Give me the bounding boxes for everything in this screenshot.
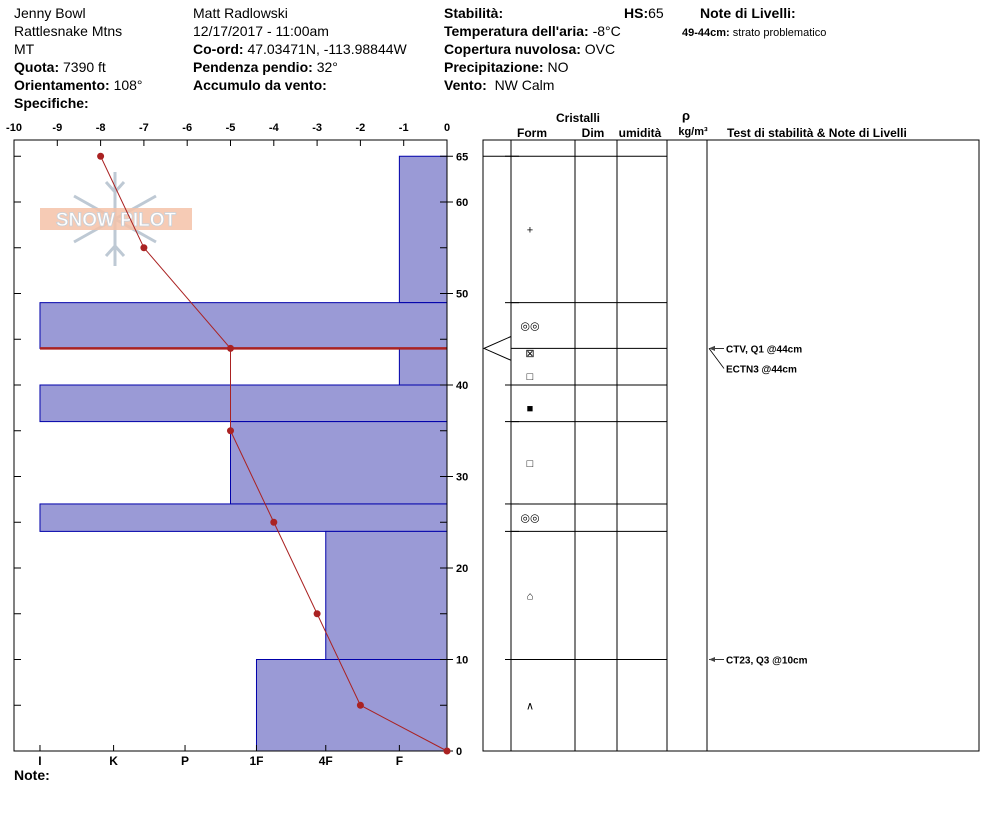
crystal-symbol: ■ bbox=[526, 402, 534, 415]
crystal-symbol: □ bbox=[526, 457, 534, 470]
crystal-symbol: + bbox=[526, 224, 534, 237]
temp-tick-label: -5 bbox=[225, 122, 236, 134]
temp-tick-label: -10 bbox=[6, 122, 22, 134]
precip-value: NO bbox=[547, 59, 569, 75]
airtemp-label: Temperatura dell'aria: bbox=[444, 23, 589, 39]
hardness-tick-label: K bbox=[109, 754, 118, 768]
height-tick-label: 20 bbox=[456, 563, 469, 575]
temperature-point bbox=[227, 427, 234, 434]
col-header-density-unit: kg/m³ bbox=[678, 126, 708, 138]
test-label: CT23, Q3 @10cm bbox=[726, 655, 808, 667]
crystal-symbol: ⊠ bbox=[525, 347, 535, 360]
range-name: Rattlesnake Mtns bbox=[14, 23, 123, 39]
temp-tick-label: -2 bbox=[355, 122, 366, 134]
temp-tick-label: -4 bbox=[268, 122, 279, 134]
layer-note-text: strato problematico bbox=[732, 27, 827, 39]
height-tick-label: 65 bbox=[456, 151, 469, 164]
orientation-label: Orientamento: bbox=[14, 77, 110, 93]
temperature-point bbox=[314, 610, 321, 617]
temperature-point bbox=[357, 702, 364, 709]
layer-note-range: 49-44cm: bbox=[682, 27, 730, 39]
hardness-bar bbox=[399, 348, 447, 385]
coord-value: 47.03471N, -113.98844W bbox=[247, 41, 407, 57]
wind-loading-label: Accumulo da vento: bbox=[193, 77, 327, 93]
snowpilot-logo bbox=[40, 172, 192, 266]
hs-label: HS: bbox=[624, 5, 649, 21]
wind-value: NW Calm bbox=[494, 77, 555, 93]
test-label: CTV, Q1 @44cm bbox=[726, 344, 803, 356]
hardness-bar bbox=[399, 156, 447, 302]
slope-value: 32° bbox=[316, 59, 338, 75]
height-tick-label: 60 bbox=[456, 197, 469, 209]
col-header-dim: Dim bbox=[581, 126, 605, 140]
temp-tick-label: -7 bbox=[139, 122, 149, 134]
orientation-value: 108° bbox=[113, 77, 143, 93]
crystal-symbol: □ bbox=[526, 370, 534, 383]
test-label: ECTN3 @44cm bbox=[726, 364, 797, 376]
hardness-bar bbox=[40, 385, 447, 422]
temp-tick-label: -9 bbox=[52, 122, 63, 134]
stability-label: Stabilità: bbox=[444, 5, 504, 21]
note-label: Note: bbox=[14, 767, 50, 783]
hardness-tick-label: F bbox=[395, 754, 404, 768]
hardness-bar bbox=[231, 422, 448, 504]
cloud-label: Copertura nuvolosa: bbox=[444, 41, 581, 57]
temperature-point bbox=[227, 345, 234, 352]
test-leader-line bbox=[709, 348, 724, 368]
temperature-point bbox=[270, 519, 277, 526]
col-header-tests: Test di stabilità & Note di Livelli bbox=[727, 126, 907, 140]
logo-text: SNOW PILOT bbox=[55, 210, 177, 231]
hardness-tick-label: P bbox=[181, 754, 190, 768]
weak-layer-connector bbox=[484, 337, 511, 361]
hardness-bar bbox=[326, 531, 447, 659]
temperature-point bbox=[97, 153, 104, 160]
specifiche-label: Specifiche: bbox=[14, 95, 89, 111]
hardness-layers bbox=[40, 156, 447, 751]
crystal-symbol: ◎◎ bbox=[520, 512, 540, 525]
date-time: 12/17/2017 - 11:00am bbox=[193, 23, 329, 39]
precip-label: Precipitazione: bbox=[444, 59, 544, 75]
crystal-symbol: ◎◎ bbox=[520, 320, 540, 333]
crystal-symbol: ∧ bbox=[525, 700, 535, 713]
quota-label: Quota: bbox=[14, 59, 60, 75]
height-tick-label: 10 bbox=[456, 654, 469, 667]
col-header-form: Form bbox=[517, 126, 547, 140]
col-header-rho: ρ bbox=[681, 108, 691, 123]
cloud-value: OVC bbox=[584, 41, 616, 57]
temp-tick-label: 0 bbox=[443, 122, 451, 134]
crystal-symbols bbox=[520, 224, 539, 712]
hardness-tick-label: I bbox=[38, 754, 42, 768]
hs-value: 65 bbox=[648, 5, 664, 21]
stability-tests bbox=[709, 344, 808, 666]
slope-label: Pendenza pendio: bbox=[193, 59, 313, 75]
location-name: Jenny Bowl bbox=[14, 5, 86, 21]
height-tick-label: 30 bbox=[456, 471, 469, 484]
hardness-bar bbox=[40, 303, 447, 349]
temperature-axis bbox=[6, 122, 450, 146]
state-name: MT bbox=[14, 41, 35, 57]
observer-name: Matt Radlowski bbox=[193, 5, 288, 21]
temperature-point bbox=[140, 244, 147, 251]
wind-label: Vento: bbox=[444, 77, 487, 93]
hardness-bar bbox=[40, 504, 447, 531]
hardness-tick-label: 1F bbox=[249, 754, 264, 768]
temperature-point bbox=[444, 748, 451, 755]
quota-value: 7390 ft bbox=[63, 59, 106, 75]
height-tick-label: 40 bbox=[456, 380, 469, 392]
temp-tick-label: -3 bbox=[312, 122, 322, 134]
temp-tick-label: -8 bbox=[95, 122, 106, 134]
crystal-symbol: ⌂ bbox=[526, 590, 534, 603]
airtemp-value: -8°C bbox=[592, 23, 621, 39]
temp-tick-label: -6 bbox=[182, 122, 193, 134]
height-tick-label: 0 bbox=[456, 746, 463, 758]
temp-tick-label: -1 bbox=[398, 122, 409, 134]
test-arrow bbox=[709, 657, 715, 662]
hardness-tick-label: 4F bbox=[318, 754, 333, 768]
layer-notes-label: Note di Livelli: bbox=[700, 5, 796, 21]
col-header-cristalli: Cristalli bbox=[555, 111, 601, 125]
height-tick-label: 50 bbox=[456, 288, 469, 301]
col-header-umidita: umidità bbox=[618, 126, 662, 140]
coord-label: Co-ord: bbox=[193, 41, 244, 57]
hardness-bar bbox=[256, 660, 447, 752]
